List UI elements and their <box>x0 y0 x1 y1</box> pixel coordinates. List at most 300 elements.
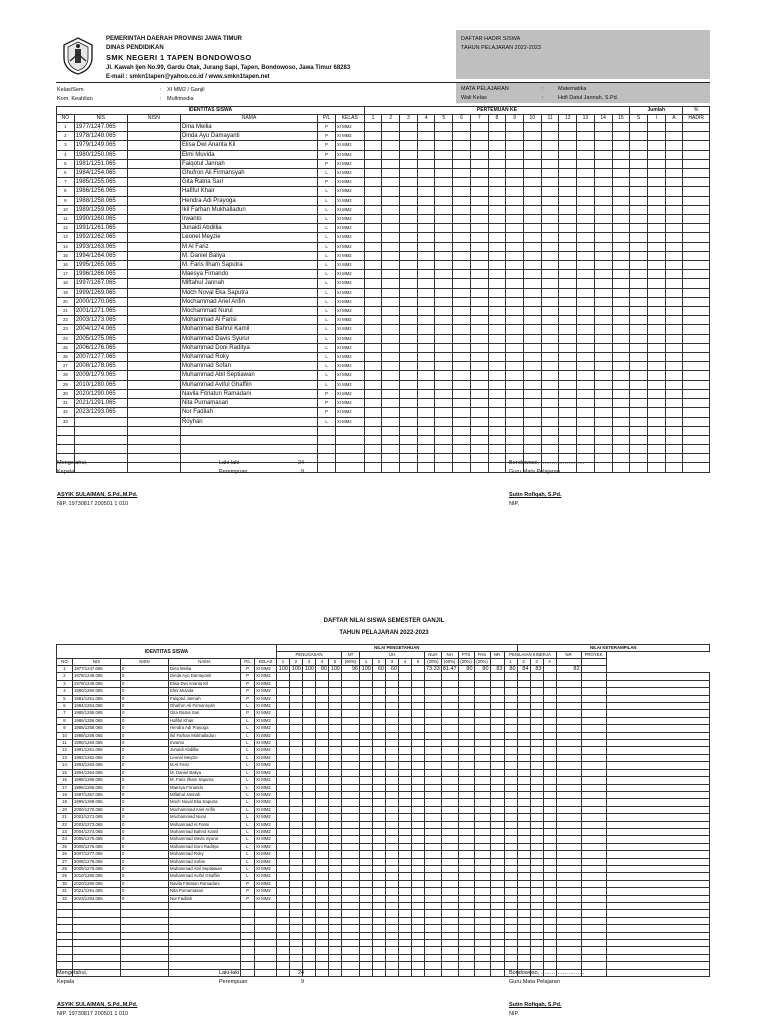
grade-cell <box>490 903 504 910</box>
guru-nip-2: NIP. <box>509 1011 519 1017</box>
grade-cell <box>556 910 581 917</box>
table-row <box>57 784 710 791</box>
grade-cell <box>490 754 504 761</box>
row-pl: L <box>241 732 255 739</box>
grade-cell <box>474 762 490 769</box>
pts-pct: (20%) <box>458 659 474 666</box>
grade-cell <box>425 754 442 761</box>
attendance-cell <box>417 399 435 408</box>
attendance-cell <box>559 343 577 352</box>
grade-cell <box>441 710 458 717</box>
empty-cell <box>255 910 277 917</box>
row-nama: Hendra Adi Prayoga <box>169 725 241 732</box>
grade-cell <box>316 791 329 798</box>
row-nis: 2005/1275.065 <box>73 836 121 843</box>
grade-cell <box>458 680 474 687</box>
attendance-cell <box>647 224 665 233</box>
grade-cell <box>490 673 504 680</box>
attendance-cell <box>577 334 595 343</box>
attendance-cell <box>506 215 524 224</box>
row-nisn: 0 <box>121 828 169 835</box>
grade-cell <box>490 836 504 843</box>
attendance-cell <box>400 463 418 472</box>
row-nisn: 0 <box>121 747 169 754</box>
attendance-cell <box>665 445 683 454</box>
grade-cell <box>606 673 709 680</box>
attendance-cell <box>400 353 418 362</box>
empty-cell <box>241 962 255 969</box>
attendance-cell <box>488 123 506 132</box>
attendance-cell <box>577 445 595 454</box>
grade-cell <box>316 814 329 821</box>
grade-cell <box>504 747 517 754</box>
attendance-cell <box>577 288 595 297</box>
grade-cell <box>581 828 606 835</box>
grade-cell <box>474 969 490 976</box>
attendance-cell <box>488 325 506 334</box>
attendance-cell <box>382 343 400 352</box>
grade-cell <box>399 851 412 858</box>
attendance-cell <box>647 362 665 371</box>
grade-cell <box>504 873 517 880</box>
attendance-cell <box>541 316 559 325</box>
grade-cell <box>342 843 360 850</box>
grade-cell <box>581 821 606 828</box>
grade-cell <box>329 717 342 724</box>
grade-cell <box>290 695 303 702</box>
row-nis: 1989/1259.065 <box>74 205 127 214</box>
grade-cell <box>441 717 458 724</box>
grade-cell <box>329 917 342 924</box>
attendance-cell <box>683 187 710 196</box>
table-row <box>57 932 710 939</box>
kom-colon: : <box>160 96 162 102</box>
grade-cell <box>303 932 316 939</box>
attendance-cell <box>559 178 577 187</box>
grade-cell <box>386 903 399 910</box>
grade-cell <box>543 925 556 932</box>
attendance-cell <box>400 408 418 417</box>
grade-cell <box>490 917 504 924</box>
attendance-cell <box>382 187 400 196</box>
attendance-cell <box>453 389 471 398</box>
grade-cell <box>303 954 316 961</box>
attendance-cell <box>523 251 541 260</box>
attendance-cell <box>470 389 488 398</box>
grade-cell <box>412 710 425 717</box>
grade-cell <box>360 932 373 939</box>
row-pl: L <box>241 806 255 813</box>
grade-cell <box>504 688 517 695</box>
attendance-cell <box>683 389 710 398</box>
row-no: 25 <box>57 843 73 850</box>
grade-cell <box>386 865 399 872</box>
attendance-cell <box>612 261 630 270</box>
attendance-cell <box>612 297 630 306</box>
grade-cell <box>373 910 386 917</box>
attendance-cell <box>400 215 418 224</box>
grade-cell <box>458 799 474 806</box>
attendance-cell <box>400 371 418 380</box>
grade-cell <box>277 873 290 880</box>
attendance-cell <box>488 187 506 196</box>
grade-cell <box>425 880 442 887</box>
grade-cell <box>490 814 504 821</box>
grade-cell <box>441 777 458 784</box>
table-row <box>57 836 710 843</box>
grade-cell <box>329 821 342 828</box>
grade-cell <box>303 969 316 976</box>
attendance-cell <box>683 417 710 426</box>
table-row <box>57 150 710 159</box>
row-kelas: XI MM2 <box>335 159 364 168</box>
attendance-cell <box>382 316 400 325</box>
table-row <box>57 169 710 178</box>
attendance-cell <box>488 362 506 371</box>
table-row <box>57 725 710 732</box>
attendance-cell <box>541 224 559 233</box>
table-row <box>57 215 710 224</box>
grade-cell <box>386 688 399 695</box>
attendance-cell <box>417 389 435 398</box>
attendance-cell <box>541 251 559 260</box>
row-nisn: 0 <box>121 791 169 798</box>
grade-cell <box>290 932 303 939</box>
attendance-cell <box>683 150 710 159</box>
grade-cell <box>360 703 373 710</box>
attendance-cell <box>577 233 595 242</box>
attendance-cell <box>382 325 400 334</box>
attendance-cell <box>506 169 524 178</box>
grade-cell <box>490 688 504 695</box>
grade-cell <box>277 836 290 843</box>
grade-cell <box>425 784 442 791</box>
attendance-cell <box>506 224 524 233</box>
grade-cell <box>277 673 290 680</box>
grade-cell <box>316 917 329 924</box>
attendance-cell <box>612 325 630 334</box>
grade-cell <box>556 754 581 761</box>
row-nisn: 0 <box>121 814 169 821</box>
grade-cell <box>399 843 412 850</box>
attendance-cell <box>541 205 559 214</box>
grade-cell <box>316 710 329 717</box>
grade-cell <box>277 806 290 813</box>
attendance-cell <box>523 426 541 435</box>
attendance-cell <box>364 270 382 279</box>
grade-cell <box>386 843 399 850</box>
grade-cell <box>490 888 504 895</box>
grade-cell <box>543 747 556 754</box>
attendance-cell <box>364 123 382 132</box>
attendance-cell <box>647 261 665 270</box>
attendance-cell <box>541 141 559 150</box>
row-nama: Nur Fadilah <box>169 895 241 902</box>
attendance-cell <box>647 159 665 168</box>
attendance-cell <box>594 334 612 343</box>
grade-cell <box>290 762 303 769</box>
grade-cell <box>556 954 581 961</box>
nh-score: 81.47 <box>442 666 457 672</box>
empty-cell <box>57 903 73 910</box>
grade-cell <box>425 732 442 739</box>
attendance-cell <box>647 445 665 454</box>
grade-cell <box>517 791 530 798</box>
empty-cell <box>180 435 317 444</box>
empty-cell <box>57 947 73 954</box>
attendance-cell <box>488 454 506 463</box>
grade-cell <box>316 947 329 954</box>
row-nisn <box>127 169 180 178</box>
attendance-cell <box>665 316 683 325</box>
grade-cell <box>373 784 386 791</box>
grade-cell <box>425 917 442 924</box>
grade-cell <box>303 784 316 791</box>
row-nama: Ghufron Ali Firmansyah <box>180 169 317 178</box>
attendance-cell <box>453 371 471 380</box>
attendance-cell <box>541 279 559 288</box>
grade-cell <box>441 947 458 954</box>
attendance-cell <box>435 454 453 463</box>
grade-cell <box>425 740 442 747</box>
row-no: 16 <box>57 261 75 270</box>
tugas-score: 80 <box>316 666 329 673</box>
grade-cell <box>581 925 606 932</box>
attendance-cell <box>612 169 630 178</box>
grade-cell <box>490 680 504 687</box>
grade-cell <box>441 836 458 843</box>
table-row <box>57 917 710 924</box>
row-pl: P <box>318 150 336 159</box>
empty-cell <box>241 969 255 976</box>
attendance-cell <box>400 334 418 343</box>
attendance-cell <box>665 178 683 187</box>
attendance-cell <box>647 150 665 159</box>
nt-pct: (60%) <box>342 659 360 666</box>
grade-cell <box>342 754 360 761</box>
attendance-cell <box>435 435 453 444</box>
attendance-cell <box>683 288 710 297</box>
attendance-cell <box>523 307 541 316</box>
empty-cell <box>127 463 180 472</box>
empty-cell <box>335 426 364 435</box>
attendance-cell <box>382 297 400 306</box>
table-row <box>57 389 710 398</box>
attendance-cell <box>417 196 435 205</box>
attendance-cell <box>665 261 683 270</box>
grade-cell <box>342 688 360 695</box>
grade-cell <box>458 925 474 932</box>
meeting-col: 15 <box>612 115 630 123</box>
row-nis: 1985/1255.065 <box>73 710 121 717</box>
grade-cell <box>441 680 458 687</box>
attendance-cell <box>612 288 630 297</box>
attendance-cell <box>594 196 612 205</box>
row-nama: Junaidi Abdillia <box>180 224 317 233</box>
attendance-cell <box>612 215 630 224</box>
grade-cell <box>329 932 342 939</box>
row-nis: 1994/1264.065 <box>74 251 127 260</box>
grade-cell <box>329 954 342 961</box>
row-kelas: XI MM2 <box>335 187 364 196</box>
empty-cell <box>73 939 121 946</box>
row-nisn: 0 <box>121 703 169 710</box>
grade-cell <box>474 925 490 932</box>
attendance-cell <box>683 307 710 316</box>
grade-cell <box>530 858 543 865</box>
attendance-cell <box>665 417 683 426</box>
table-row <box>57 362 710 371</box>
grade-cell <box>373 732 386 739</box>
attendance-cell <box>647 454 665 463</box>
grade-cell <box>386 925 399 932</box>
row-kelas: XI MM2 <box>335 169 364 178</box>
grade-cell <box>543 754 556 761</box>
attendance-cell <box>559 325 577 334</box>
grade-cell <box>277 917 290 924</box>
row-nisn: 0 <box>121 806 169 813</box>
grade-cell <box>458 932 474 939</box>
grade-cell <box>342 740 360 747</box>
attendance-cell <box>665 389 683 398</box>
grade-cell <box>474 888 490 895</box>
row-nisn: 0 <box>121 725 169 732</box>
grade-cell <box>425 903 442 910</box>
attendance-cell <box>630 445 648 454</box>
grade-cell <box>606 858 709 865</box>
grade-cell <box>425 873 442 880</box>
attendance-cell <box>382 251 400 260</box>
grade-cell <box>399 903 412 910</box>
attendance-cell <box>453 132 471 141</box>
grade-cell <box>490 962 504 969</box>
grade-cell <box>342 947 360 954</box>
attendance-cell <box>435 224 453 233</box>
row-no: 13 <box>57 754 73 761</box>
attendance-cell <box>541 233 559 242</box>
row-nama: Faiqotul Jannah <box>180 159 317 168</box>
attendance-cell <box>683 362 710 371</box>
empty-cell <box>169 962 241 969</box>
attendance-cell <box>506 123 524 132</box>
empty-cell <box>169 910 241 917</box>
attendance-cell <box>541 343 559 352</box>
grade-cell <box>316 673 329 680</box>
grade-cell <box>530 717 543 724</box>
attendance-cell <box>506 187 524 196</box>
row-no: 26 <box>57 851 73 858</box>
grade-cell <box>530 888 543 895</box>
grade-cell <box>329 947 342 954</box>
row-nisn <box>127 279 180 288</box>
meeting-col: 4 <box>417 115 435 123</box>
table-row <box>57 666 710 673</box>
attendance-cell <box>435 362 453 371</box>
grade-cell <box>517 754 530 761</box>
attendance-cell <box>470 316 488 325</box>
grade-cell <box>373 843 386 850</box>
attendance-cell <box>417 435 435 444</box>
attendance-cell <box>612 435 630 444</box>
attendance-cell <box>400 380 418 389</box>
attendance-cell <box>523 132 541 141</box>
row-nisn <box>127 251 180 260</box>
row-nis: 1992/1262.065 <box>74 233 127 242</box>
row-nama: Miftahul Jannah <box>169 791 241 798</box>
att-col-nis: NIS <box>74 115 127 123</box>
attendance-cell <box>470 435 488 444</box>
grade-cell <box>303 695 316 702</box>
grade-cell <box>399 932 412 939</box>
attendance-cell <box>559 435 577 444</box>
attendance-cell <box>488 132 506 141</box>
grade-cell <box>329 754 342 761</box>
grade-cell <box>316 888 329 895</box>
attendance-cell <box>594 454 612 463</box>
grade-cell <box>458 725 474 732</box>
row-nisn <box>127 297 180 306</box>
attendance-cell <box>506 362 524 371</box>
grade-cell <box>458 695 474 702</box>
empty-cell <box>127 454 180 463</box>
grade-cell <box>342 791 360 798</box>
grade-cell <box>606 895 709 902</box>
grade-cell <box>373 969 386 976</box>
tugas-col: 2 <box>290 659 303 666</box>
row-kelas: XI MM2 <box>255 791 277 798</box>
attendance-cell <box>630 132 648 141</box>
grade-cell <box>329 740 342 747</box>
row-nama: Junaidi Abdillia <box>169 747 241 754</box>
row-nis: 1979/1249.065 <box>73 680 121 687</box>
grade-cell <box>530 747 543 754</box>
row-nama: Muhammad Aviful Ghaffiin <box>169 873 241 880</box>
grade-cell <box>441 740 458 747</box>
grade-cell <box>490 939 504 946</box>
grade-cell <box>373 888 386 895</box>
table-row <box>57 178 710 187</box>
kinerja-header: PENILAIAN KINERJA <box>504 652 556 659</box>
attendance-cell <box>594 215 612 224</box>
jumlah-header: Jumlah <box>630 107 683 115</box>
attendance-cell <box>400 178 418 187</box>
attendance-cell <box>541 150 559 159</box>
grade-cell <box>412 673 425 680</box>
grade-cell <box>303 851 316 858</box>
attendance-cell <box>453 343 471 352</box>
empty-cell <box>318 426 336 435</box>
row-nisn: 0 <box>121 843 169 850</box>
grade-cell <box>360 784 373 791</box>
empty-cell <box>241 947 255 954</box>
row-kelas: XI MM2 <box>255 836 277 843</box>
attendance-cell <box>364 279 382 288</box>
attendance-cell <box>417 454 435 463</box>
attendance-cell <box>417 316 435 325</box>
row-kelas: XI MM2 <box>255 828 277 835</box>
grade-cell <box>425 932 442 939</box>
kelas-colon: : <box>160 87 162 93</box>
attendance-cell <box>559 307 577 316</box>
grade-cell <box>474 932 490 939</box>
attendance-cell <box>488 371 506 380</box>
attendance-cell <box>577 297 595 306</box>
grade-cell <box>373 769 386 776</box>
grade-cell <box>490 851 504 858</box>
grade-cell <box>412 717 425 724</box>
grade-cell <box>373 836 386 843</box>
row-nis: 1980/1250.065 <box>74 150 127 159</box>
